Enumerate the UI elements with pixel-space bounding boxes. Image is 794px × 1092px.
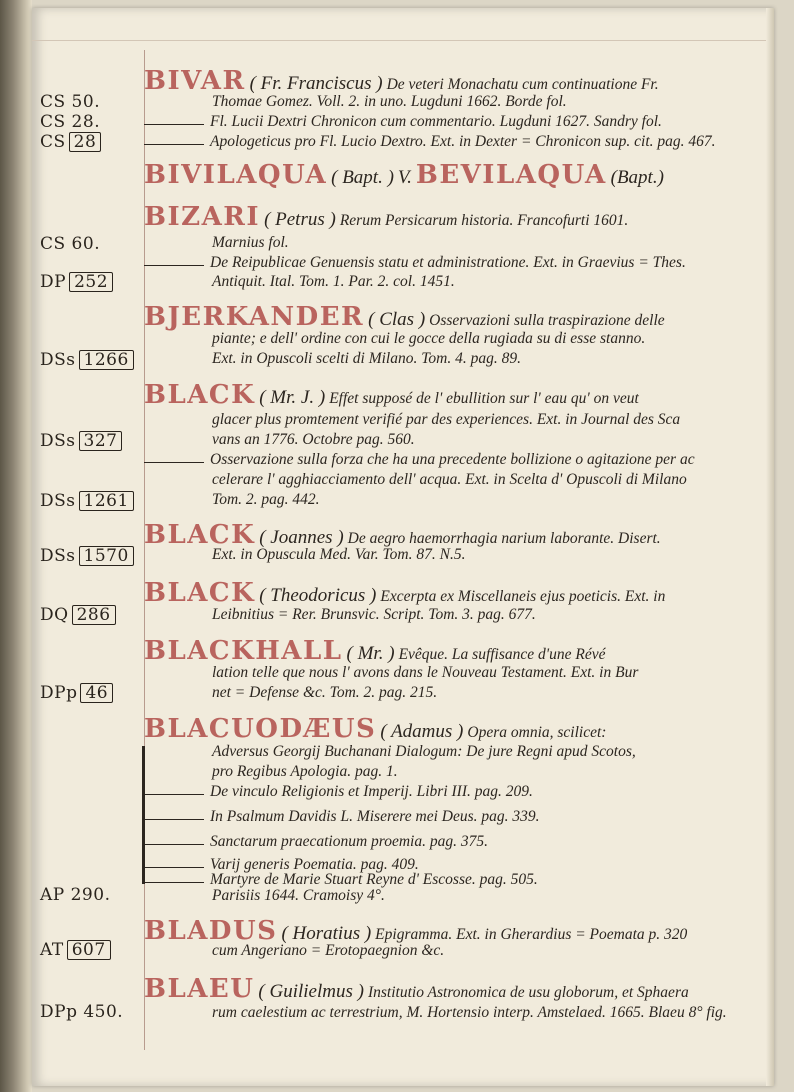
entry-title: Epigramma. Ext. in Gherardius = Poemata p. 320 (375, 926, 688, 943)
entry-line: Apologeticus pro Fl. Lucio Dextro. Ext. in Dexter = Chronicon sup. cit. pag. 467. (210, 133, 716, 150)
top-margin-rule (32, 40, 774, 41)
entry-title: Opera omnia, scilicet: (467, 724, 607, 741)
shelfmark-box: 286 (72, 605, 116, 625)
cross-reference-name: BEVILAQUA (415, 160, 607, 190)
entry-name: BLACK (144, 520, 256, 550)
shelfmark-prefix: DQ (40, 605, 69, 625)
shelfmark-box: 327 (79, 431, 123, 451)
ditto-line (144, 794, 204, 795)
entry-given-name: ( Horatius ) (281, 923, 372, 944)
entry-line: De vinculo Religionis et Imperij. Libri III. pag. 209. (210, 783, 533, 800)
entry-line: De Reipublicae Genuensis statu et administratione. Ext. in Graevius = Thes. (210, 254, 686, 271)
entry-name: BLACKHALL (144, 636, 343, 666)
entry-name: BLACK (144, 380, 256, 410)
entry-line: Adversus Georgij Buchanani Dialogum: De jure Regni apud Scotos, (212, 743, 636, 760)
entry-name: BLADUS (144, 916, 278, 946)
shelfmark-box: 28 (69, 132, 102, 152)
entry-line: Sanctarum praecationum proemia. pag. 375. (210, 833, 488, 850)
entry-title: Rerum Persicarum historia. Francofurti 1601. (339, 212, 629, 229)
entry-given-name: ( Adamus ) (380, 721, 464, 742)
shelfmark-prefix: DP (40, 272, 67, 292)
entry-name: BIZARI (144, 202, 261, 232)
shelfmark-box: 1261 (79, 491, 134, 511)
ditto-line (144, 144, 204, 145)
shelfmark (40, 605, 116, 625)
shelfmark (40, 272, 113, 292)
manuscript-page (32, 8, 774, 1086)
entry-line: cum Angeriano = Erotopaegnion &c. (212, 942, 445, 959)
entry-title: De veteri Monachatu cum continuatione Fr. (386, 76, 659, 93)
entry-line: Fl. Lucii Dextri Chronicon cum commentario. Lugduni 1627. Sandry fol. (210, 113, 662, 130)
entry-line: net = Defense &c. Tom. 2. pag. 215. (212, 684, 438, 701)
entry-given-name: ( Guilielmus ) (258, 981, 364, 1002)
shelfmark (40, 350, 134, 370)
entry-title: Excerpta ex Miscellaneis ejus poeticis. Ext. in (380, 588, 666, 605)
shelfmark-box: 607 (67, 940, 111, 960)
shelfmark (40, 491, 134, 511)
ditto-line (144, 265, 204, 266)
ditto-line (144, 819, 204, 820)
shelfmark-prefix: DSs (40, 546, 76, 566)
entry-heading (144, 160, 664, 190)
entry-title: Institutio Astronomica de usu globorum, et Sphaera (367, 984, 689, 1001)
entry-line: Martyre de Marie Stuart Reyne d' Escosse. pag. 505. (210, 871, 538, 888)
shelfmark (40, 940, 111, 960)
entry-heading (144, 66, 659, 96)
entry-given-name: ( Bapt. ) (331, 167, 394, 188)
entry-line: glacer plus promtement verifié par des experiences. Ext. in Journal des Sca (212, 411, 681, 428)
page-edge-shadow (766, 8, 774, 1086)
entry-line: Parisiis 1644. Cramoisy 4°. (212, 887, 385, 904)
entry-heading (144, 636, 605, 666)
entry-given-name: ( Mr. J. ) (259, 387, 326, 408)
shelfmark-prefix: AT (40, 940, 64, 960)
shelfmark (40, 683, 113, 703)
entry-line: Ext. in Opuscoli scelti di Milano. Tom. 4. pag. 89. (212, 350, 521, 367)
entry-line: piante; e dell' ordine con cui le gocce della rugiada su di esse stanno. (212, 330, 646, 347)
entry-line: Leibnitius = Rer. Brunsvic. Script. Tom. 3. pag. 677. (212, 606, 536, 623)
entry-name: BJERKANDER (144, 302, 365, 332)
shelfmark-box: 1266 (79, 350, 134, 370)
shelfmark: CS 60. (40, 234, 101, 254)
entry-line: Marnius fol. (212, 234, 289, 251)
entry-heading (144, 714, 606, 744)
entry-title: De aegro haemorrhagia narium laborante. Disert. (347, 530, 661, 547)
shelfmark-box: 46 (80, 683, 113, 703)
entry-heading (144, 578, 665, 608)
shelfmark (40, 546, 134, 566)
shelfmark-prefix: DPp (40, 683, 78, 703)
ditto-line (144, 844, 204, 845)
ditto-line (144, 882, 204, 883)
shelfmark-box: 1570 (79, 546, 134, 566)
entry-title: Evêque. La suffisance d'une Révé (398, 646, 606, 663)
entry-line: pro Regibus Apologia. pag. 1. (212, 763, 398, 780)
shelfmark: DPp 450. (40, 1002, 124, 1022)
entry-line: celerare l' agghiacciamento dell' acqua. Ext. in Scelta d' Opuscoli di Milano (212, 471, 687, 488)
entry-given-name: ( Joannes ) (259, 527, 344, 548)
entry-line: rum caelestium ac terrestrium, M. Hortensio interp. Amstelaed. 1665. Blaeu 8° fig. (212, 1004, 727, 1021)
ditto-line (144, 867, 204, 868)
contents-bracket (142, 746, 145, 884)
entry-line: lation telle que nous l' avons dans le Nouveau Testament. Ext. in Bur (212, 664, 639, 681)
shelfmark (40, 431, 122, 451)
entry-title: Osservazioni sulla traspirazione delle (429, 312, 665, 329)
entry-given-name: ( Clas ) (368, 309, 426, 330)
shelfmark: CS 28. (40, 112, 101, 132)
entry-line: Antiquit. Ital. Tom. 1. Par. 2. col. 1451. (212, 273, 455, 290)
entry-heading (144, 202, 628, 232)
shelfmark: AP 290. (40, 885, 111, 905)
entry-line: In Psalmum Davidis L. Miserere mei Deus. pag. 339. (210, 808, 540, 825)
shelfmark-prefix: DSs (40, 491, 76, 511)
shelfmark-prefix: CS (40, 132, 66, 152)
entry-name: BIVILAQUA (144, 160, 328, 190)
ditto-line (144, 124, 204, 125)
entry-title: Effet supposé de l' ebullition sur l' eau qu' on veut (329, 390, 639, 407)
entry-line: Ext. in Opuscula Med. Var. Tom. 87. N.5. (212, 546, 466, 563)
entry-given-name: ( Petrus ) (264, 209, 336, 230)
entry-heading (144, 974, 689, 1004)
shelfmark-box: 252 (69, 272, 113, 292)
shelfmark-prefix: DSs (40, 350, 76, 370)
entry-line: Osservazione sulla forza che ha una precedente bollizione o agitazione per ac (210, 451, 695, 468)
left-margin-rule (144, 50, 145, 1050)
entry-name: BLAEU (144, 974, 255, 1004)
shelfmark: CS 50. (40, 92, 101, 112)
entry-given-name: ( Fr. Franciscus ) (249, 73, 383, 94)
entry-name: BLACK (144, 578, 256, 608)
entry-heading (144, 380, 639, 410)
entry-given-name: ( Mr. ) (346, 643, 395, 664)
shelfmark (40, 132, 101, 152)
cross-reference-label: V. (397, 167, 412, 188)
shelfmark-prefix: DSs (40, 431, 76, 451)
book-binding (0, 0, 32, 1092)
entry-name: BIVAR (144, 66, 246, 96)
ditto-line (144, 462, 204, 463)
entry-line: Varij generis Poematia. pag. 409. (210, 856, 419, 873)
cross-reference-given: (Bapt.) (610, 167, 664, 188)
entry-given-name: ( Theodoricus ) (259, 585, 377, 606)
entry-line: vans an 1776. Octobre pag. 560. (212, 431, 415, 448)
entry-line: Tom. 2. pag. 442. (212, 491, 320, 508)
entry-heading (144, 302, 665, 332)
entry-name: BLACUODÆUS (144, 714, 377, 744)
entry-line: Thomae Gomez. Voll. 2. in uno. Lugduni 1662. Borde fol. (212, 93, 567, 110)
